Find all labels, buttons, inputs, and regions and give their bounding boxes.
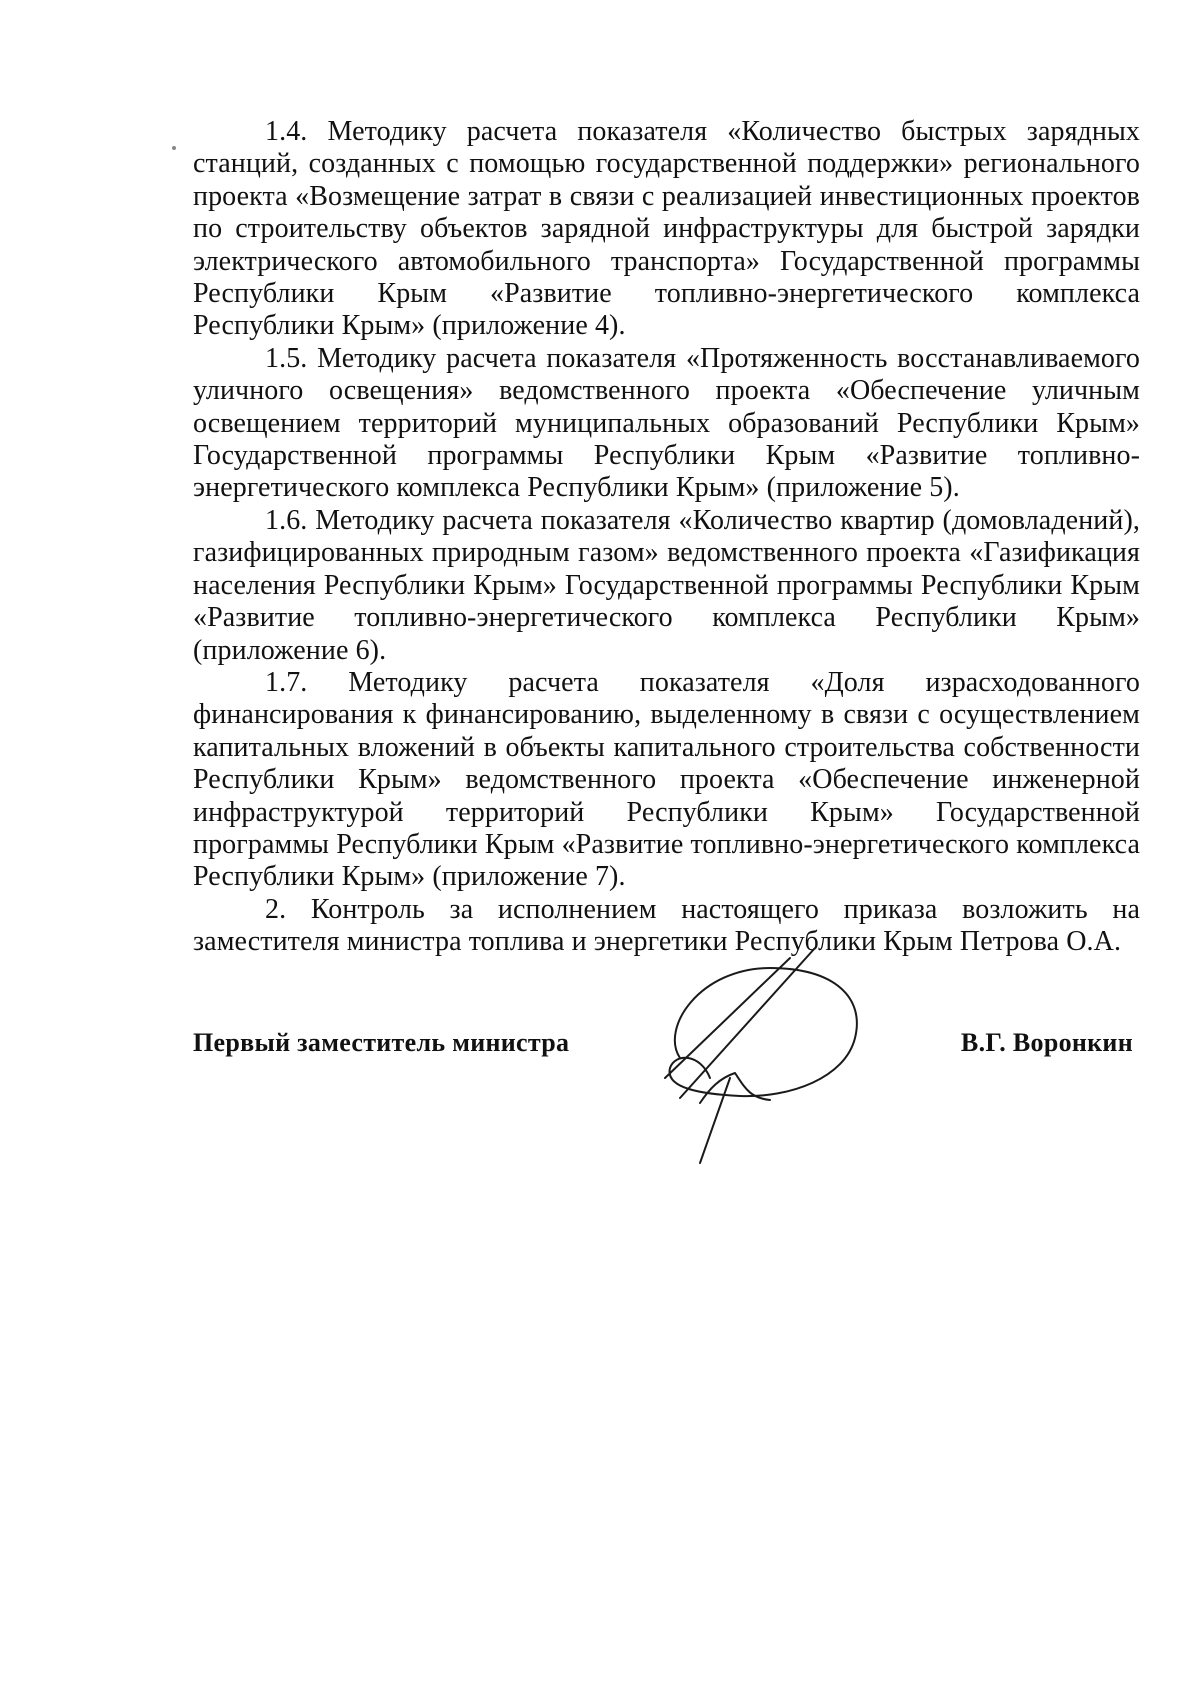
signatory-position: Первый заместитель министра xyxy=(193,1028,570,1057)
order-body xyxy=(193,116,1140,959)
scan-artifact xyxy=(172,146,176,150)
clause-1-7: 1.7. Методику расчета показателя «Доля израсходованного финансирования к финансированию, выделенному в связи с осуществлением капитальных вложений в объекты капитального строительства собственности Республики Крым» ведомственного проекта «Обеспечение инженерной инфраструктурой территорий Республики Крым» Государственной программы Республики Крым «Развитие топливно-энергетического комплекса Республики Крым» (приложение 7). xyxy=(193,666,1140,893)
clause-2-control: 2. Контроль за исполнением настоящего приказа возложить на заместителя министра топлива и энергетики Республики Крым Петрова О.А. xyxy=(193,893,1140,958)
clause-1-5: 1.5. Методику расчета показателя «Протяженность восстанавливаемого уличного освещения» ведомственного проекта «Обеспечение уличным освещением территорий муниципальных образований Республики Крым» Государственной программы Республики Крым «Развитие топливно-энергетического комплекса Республики Крым» (приложение 5). xyxy=(193,342,1140,504)
signatory-name: В.Г. Воронкин xyxy=(960,1028,1133,1057)
clause-1-4: 1.4. Методику расчета показателя «Количество быстрых зарядных станций, созданных с помощью государственной поддержки» регионального проекта «Возмещение затрат в связи с реализацией инвестиционных проектов по строительству объектов зарядной инфраструктуры для быстрой зарядки электрического автомобильного транспорта» Государственной программы Республики Крым «Развитие топливно-энергетического комплекса Республики Крым» (приложение 4). xyxy=(193,116,1140,342)
clause-1-6: 1.6. Методику расчета показателя «Количество квартир (домовладений), газифицированных природным газом» ведомственного проекта «Газификация населения Республики Крым» Государственной программы Республики Крым «Развитие топливно-энергетического комплекса Республики Крым» (приложение 6). xyxy=(193,504,1140,666)
handwritten-signature xyxy=(640,928,900,1168)
